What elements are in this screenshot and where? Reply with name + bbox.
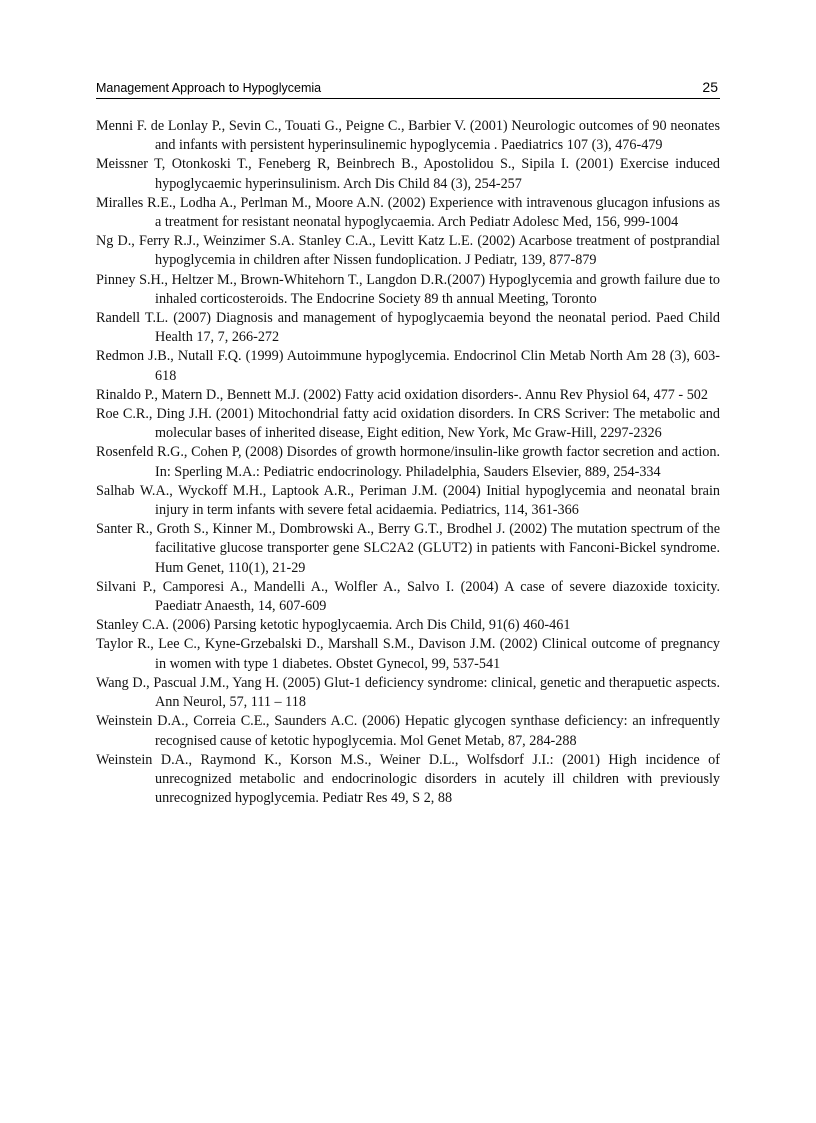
page-header	[96, 76, 720, 99]
reference-entry: Rinaldo P., Matern D., Bennett M.J. (2002) Fatty acid oxidation disorders-. Annu Rev Physiol 64, 477 - 502	[96, 386, 708, 403]
reference-entry: Santer R., Groth S., Kinner M., Dombrowski A., Berry G.T., Brodhel J. (2002) The mutation spectrum of the facilitative glucose transporter gene SLC2A2 (GLUT2) in patients with Fanconi-Bickel syndrome. Hum Genet, 110(1), 21-29	[96, 521, 720, 576]
reference-entry: Randell T.L. (2007) Diagnosis and management of hypoglycaemia beyond the neonatal period. Paed Child Health 17, 7, 266-272	[96, 310, 720, 346]
reference-entry: Rosenfeld R.G., Cohen P, (2008) Disordes of growth hormone/insulin-like growth factor secretion and action. In: Sperling M.A.: Pediatric endocrinology. Philadelphia, Sauders Elsevier, 889, 254-334	[96, 444, 720, 480]
reference-entry: Roe C.R., Ding J.H. (2001) Mitochondrial fatty acid oxidation disorders. In CRS Scriver: The metabolic and molecular bases of inherited disease, Eight edition, New York, Mc Graw-Hill, 2297-2326	[96, 406, 720, 442]
reference-entry: Taylor R., Lee C., Kyne-Grzebalski D., Marshall S.M., Davison J.M. (2002) Clinical outcome of pregnancy in women with type 1 diabetes. Obstet Gynecol, 99, 537-541	[96, 636, 720, 672]
running-title: Management Approach to Hypoglycemia	[96, 81, 322, 95]
reference-entry: Salhab W.A., Wyckoff M.H., Laptook A.R., Periman J.M. (2004) Initial hypoglycemia and neonatal brain injury in term infants with severe fetal acidaemia. Pediatrics, 114, 361-366	[96, 482, 720, 519]
reference-entry: Wang D., Pascual J.M., Yang H. (2005) Glut-1 deficiency syndrome: clinical, genetic and therapuetic aspects. Ann Neurol, 57, 111 – 118	[96, 674, 720, 711]
reference-entry: Meissner T, Otonkoski T., Feneberg R, Beinbrech B., Apostolidou S., Sipila I. (2001) Exercise induced hypoglycaemic hyperinsulinism. Arch Dis Child 84 (3), 254-257	[96, 156, 720, 192]
reference-entry: Weinstein D.A., Raymond K., Korson M.S., Weiner D.L., Wolfsdorf J.I.: (2001) High incidence of unrecognized metabolic and endocrinologic disorders in acutely ill children with previously unrecognized hypoglycemia. Pediatr Res 49, S 2, 88	[96, 751, 720, 807]
reference-entry: Weinstein D.A., Correia C.E., Saunders A.C. (2006) Hepatic glycogen synthase deficiency: an infrequently recognised cause of ketotic hypoglycemia. Mol Genet Metab, 87, 284-288	[96, 713, 720, 749]
reference-entry: Miralles R.E., Lodha A., Perlman M., Moore A.N. (2002) Experience with intravenous glucagon infusions as a treatment for resistant neonatal hypoglycaemia. Arch Pediatr Adolesc Med, 156, 999-1004	[96, 194, 720, 231]
reference-entry: Pinney S.H., Heltzer M., Brown-Whitehorn T., Langdon D.R.(2007) Hypoglycemia and growth failure due to inhaled corticosteroids. The Endocrine Society 89 th annual Meeting, Toronto	[96, 271, 720, 307]
reference-entry: Stanley C.A. (2006) Parsing ketotic hypoglycaemia. Arch Dis Child, 91(6) 460-461	[96, 617, 571, 634]
reference-entry: Silvani P., Camporesi A., Mandelli A., Wolfler A., Salvo I. (2004) A case of severe diazoxide toxicity. Paediatr Anaesth, 14, 607-609	[96, 578, 720, 615]
reference-entry: Ng D., Ferry R.J., Weinzimer S.A. Stanley C.A., Levitt Katz L.E. (2002) Acarbose treatment of postprandial hypoglycemia in children after Nissen fundoplication. J Pediatr, 139, 877-879	[96, 233, 720, 269]
reference-entry: Redmon J.B., Nutall F.Q. (1999) Autoimmune hypoglycemia. Endocrinol Clin Metab North Am 28 (3), 603-618	[96, 348, 720, 384]
reference-entry: Menni F. de Lonlay P., Sevin C., Touati G., Peigne C., Barbier V. (2001) Neurologic outcomes of 90 neonates and infants with persistent hyperinsulinemic hypoglycemia . Paediatrics 107 (3), 476-479	[96, 118, 720, 154]
reference-list	[96, 117, 720, 808]
page-number: 25	[702, 79, 718, 95]
